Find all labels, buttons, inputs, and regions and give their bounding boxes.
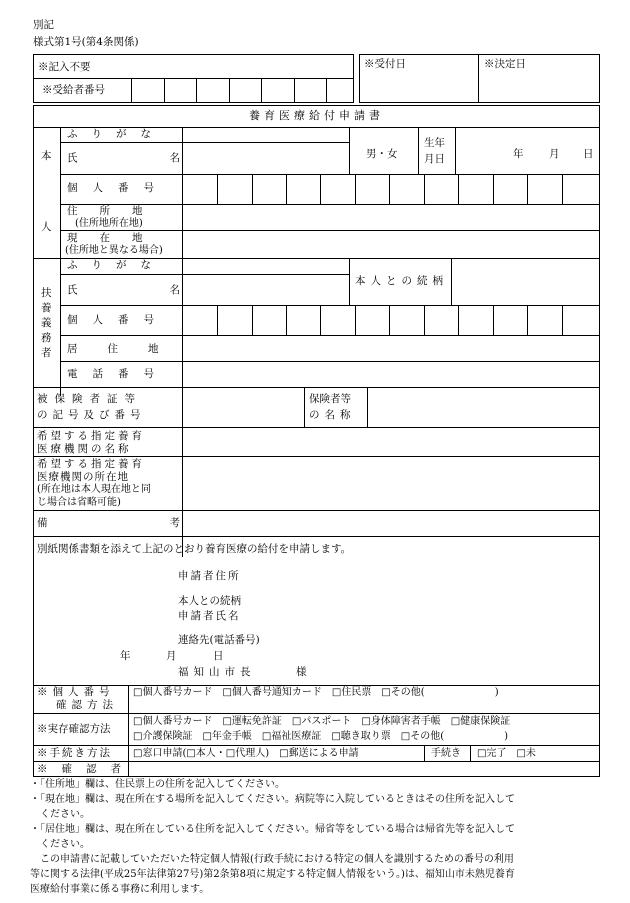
relationship-label: 本人との続柄	[355, 275, 448, 287]
hospital-name-label-2: 医療機関の名称	[37, 443, 132, 455]
supporter-furigana-field[interactable]	[183, 259, 348, 273]
hospital-location-label-4: じ場合は省略可能)	[37, 497, 121, 508]
remarks-field[interactable]	[183, 511, 599, 535]
application-statement: 別紙関係書類を添えて上記のとおり養育医療の給付を申請します。	[37, 543, 352, 555]
recipient-number-label: ※受給者番号	[42, 84, 105, 96]
form-number: 様式第1号(第4条関係)	[33, 36, 139, 48]
address-field[interactable]	[183, 205, 599, 230]
note-line: この申請書に記載していただいた特定個人情報(行政手続における特定の個人を識別するための番号の利用	[30, 854, 514, 865]
residence-field[interactable]	[183, 336, 599, 361]
notes	[30, 779, 620, 899]
pn-verify-label-2: 確認方法	[56, 699, 118, 711]
note-line: ください。	[30, 809, 90, 820]
hospital-location-label-2: 医療機関の所在地	[37, 471, 129, 483]
id-verify-label: ※実存確認方法	[37, 723, 111, 735]
sex-options[interactable]: 男・女	[366, 148, 398, 160]
address-sub-label: (住所地所在地)	[75, 218, 143, 229]
applicant-furigana-field[interactable]	[183, 128, 348, 141]
procedure-status-label: 手続き	[431, 748, 461, 759]
contact-field[interactable]	[275, 631, 588, 647]
procedure-status-options[interactable]: □完了 □未	[477, 748, 536, 759]
insurer-name-field[interactable]	[368, 388, 599, 426]
insurer-label-1: 保険者等	[309, 393, 351, 405]
supporter-side-5: 者	[41, 347, 52, 359]
applicant-name-sign-field[interactable]	[248, 607, 588, 623]
hospital-location-label-1: 希望する指定養育	[37, 458, 145, 470]
supporter-side-2: 養	[41, 302, 52, 314]
current-location-sub-label: (住所地と異なる場合)	[65, 245, 163, 256]
relationship-field[interactable]	[452, 259, 599, 304]
hospital-location-field[interactable]	[183, 457, 599, 509]
birth-day-unit: 日	[583, 148, 594, 160]
supporter-name-label: 氏名	[67, 284, 272, 296]
no-entry-note: ※記入不要	[38, 61, 91, 73]
residence-label: 居住地	[67, 343, 189, 355]
form-title: 養育医療給付申請書	[249, 109, 384, 122]
applicant-side-2: 人	[41, 221, 52, 233]
applicant-name-field[interactable]	[183, 143, 348, 174]
phone-field[interactable]	[183, 362, 599, 386]
supporter-side-4: 務	[41, 332, 52, 344]
birth-year-unit: 年	[513, 148, 524, 160]
address-label: 住所地	[67, 205, 165, 217]
applicant-personal-number-label: 個人番号	[67, 182, 169, 194]
applicant-side-1: 本	[41, 150, 52, 162]
checker-field[interactable]	[129, 762, 599, 776]
received-date-label: ※受付日	[364, 58, 406, 70]
hospital-location-label-3: (所在地は本人現在地と同	[37, 484, 151, 495]
note-line: 医療給付事業に係る事務に利用します。	[30, 884, 210, 895]
current-location-label: 現在地	[67, 232, 165, 244]
applicant-name-sign-label: 申請者氏名	[178, 610, 241, 622]
hospital-name-field[interactable]	[183, 428, 599, 455]
applicant-relation-label: 本人との続柄	[178, 595, 241, 607]
note-line: 等に関する法律(平成25年法律第27号)第2条第8項に規定する特定個人情報をいう。)は、福知山市未熟児養育	[30, 869, 515, 880]
birth-label-2: 月日	[424, 153, 445, 165]
procedure-label: ※手続き方法	[37, 747, 112, 759]
applicant-address-field[interactable]	[248, 566, 588, 584]
note-line: ・「住所地」欄は、住民票上の住所を記入してください。	[30, 779, 285, 790]
insurer-label-2: の名称	[309, 409, 356, 421]
hospital-name-label-1: 希望する指定養育	[37, 430, 145, 442]
insurance-cert-field[interactable]	[183, 388, 303, 426]
checker-label: ※確認者	[37, 763, 135, 775]
date-month-unit: 月	[166, 650, 177, 662]
insurance-cert-label-2: の記号及び番号	[37, 409, 146, 421]
note-line: ・「居住地」欄は、現在所在している住所を記入してください。帰省等をしている場合は帰省先等を記入して	[30, 824, 515, 835]
note-line: ・「現在地」欄は、現在所在する場所を記入してください。病院等に入院しているときはその住所を記入して	[30, 794, 515, 805]
pn-verify-label-1: ※個人番号	[37, 686, 115, 698]
insurance-cert-label-1: 被保険者証等	[37, 393, 142, 405]
decision-date-label: ※決定日	[484, 58, 526, 70]
date-day-unit: 日	[213, 650, 224, 662]
id-verify-options-2[interactable]: □介護保険証 □年金手帳 □福祉医療証 □聴き取り票 □その他( )	[133, 731, 509, 742]
birth-month-unit: 月	[549, 148, 560, 160]
addressee: 福知山市長	[178, 666, 256, 678]
date-year-unit: 年	[120, 650, 131, 662]
supporter-furigana-label: ふりがな	[67, 259, 165, 271]
supporter-name-field[interactable]	[183, 275, 348, 305]
supporter-side-3: 義	[41, 317, 52, 329]
procedure-options[interactable]: □窓口申請(□本人・□代理人) □郵送による申請	[133, 748, 359, 759]
current-location-field[interactable]	[183, 231, 599, 257]
applicant-address-label: 申請者住所	[178, 570, 241, 582]
addressee-honorific: 様	[296, 666, 307, 678]
supporter-side-1: 扶	[41, 287, 52, 299]
supporter-personal-number-label: 個人番号	[67, 314, 169, 326]
contact-label: 連絡先(電話番号)	[178, 634, 260, 646]
birth-date-field[interactable]	[456, 128, 599, 173]
phone-label: 電話番号	[67, 368, 169, 380]
id-verify-options-1[interactable]: □個人番号カード □運転免許証 □パスポート □身体障害者手帳 □健康保険証	[133, 716, 511, 727]
remarks-label: 備考	[37, 517, 302, 529]
birth-label-1: 生年	[424, 137, 445, 149]
applicant-relation-field[interactable]	[248, 592, 588, 608]
note-line: ください。	[30, 839, 90, 850]
annex-label: 別記	[33, 19, 54, 31]
applicant-furigana-label: ふりがな	[67, 128, 165, 140]
applicant-name-label: 氏名	[67, 152, 272, 164]
pn-verify-options[interactable]: □個人番号カード □個人番号通知カード □住民票 □その他( )	[133, 687, 499, 698]
